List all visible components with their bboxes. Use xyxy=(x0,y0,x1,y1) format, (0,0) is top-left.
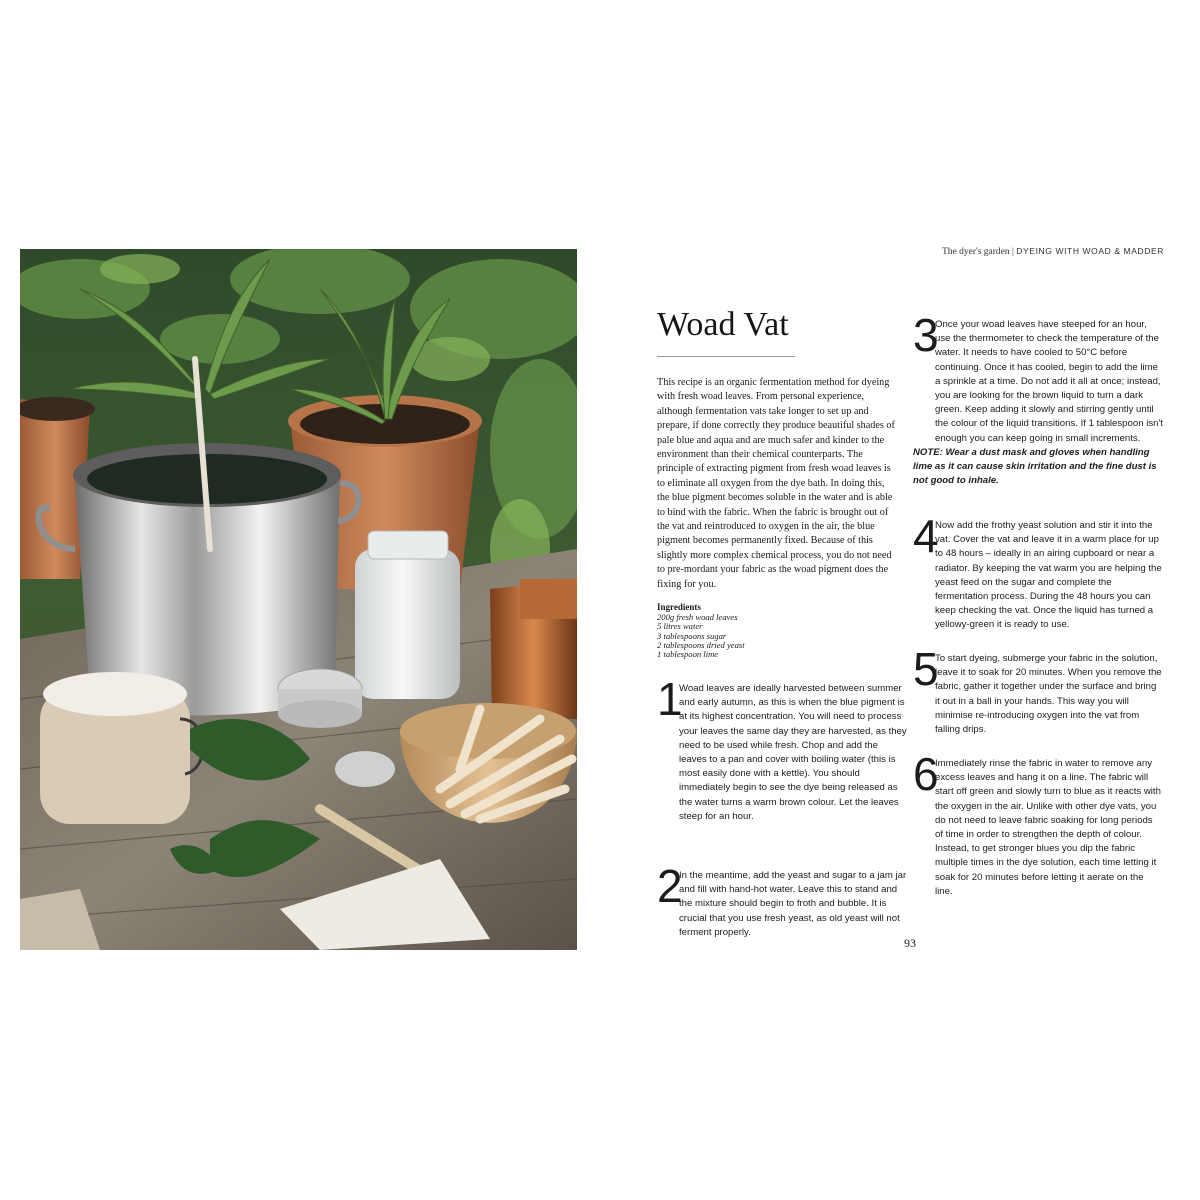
ingredients-list xyxy=(657,602,897,659)
page-number: 93 xyxy=(904,936,916,950)
step-text: Once your woad leaves have steeped for an hour, use the thermometer to check the temperature of the water. It needs to have cooled to 50°C before continuing. Once it has cooled, begin to add the lime a sprinkle at a time. Do not add it all at once; instead, you are looking for the brown liquid to turn a dark green. Keep adding it slowly and stirring gently until the colour of the liquid transitions. If 1 tablespoon isn't enough you can keep going in small increments. xyxy=(935,319,1163,444)
ingredient-item: 200g fresh woad leaves xyxy=(657,612,738,622)
step-2 xyxy=(657,860,907,940)
title-divider xyxy=(657,356,795,357)
ingredient-item: 5 litres water xyxy=(657,621,703,632)
intro-paragraph: This recipe is an organic fermentation method for dyeing with fresh woad leaves. From personal experience, although fermentation vats take longer to set up and prepare, if done correctly they produce beautiful shades of pale blue and aqua and are much safer and kinder to the environment than their chemical counterparts. The principle of extracting pigment from fresh woad leaves is to eliminate all oxygen from the dye bath. In doing this, the blue pigment becomes soluble in the water and is able to bind with the fabric. When the fabric is brought out of the vat and reintroduced to oxygen in the air, the blue pigment becomes permanently fixed. Because of this slightly more complex chemical process, you do not need to pre-mordant your fabric as the woad pigment does the fixing for you. xyxy=(657,377,895,590)
step-number: 2 xyxy=(657,860,683,912)
running-head-separator: | xyxy=(1012,247,1014,257)
running-head xyxy=(900,246,1164,257)
step-6 xyxy=(913,748,1163,899)
ingredients-items xyxy=(657,613,897,659)
ingredient-item: 2 tablespoons dried yeast xyxy=(657,639,745,650)
step-4 xyxy=(913,510,1163,633)
step-text: Now add the frothy yeast solution and stir it into the vat. Cover the vat and leave it in a warm place for up to 48 hours – ideally in an airing cupboard or near a radiator. By keeping the vat warm you are helping the yeast feed on the sugar and complete the fermentation process. During the 48 hours you can keep checking the vat. Once the liquid has turned a yellowy-green it is ready to use. xyxy=(935,520,1162,631)
step-text: Woad leaves are ideally harvested between summer and early autumn, as this is when the blue pigment is at its highest concentration. You will need to process your leaves the same day they are harvested, as they need to be used while fresh. Chop and add the leaves to a pan and cover with boiling water (this is most easily done with a kettle). You should immediately begin to see the dye being released as the water turns a warm brown colour. Let the leaves steep for an hour. xyxy=(679,683,907,822)
step-1 xyxy=(657,673,907,824)
step-number: 5 xyxy=(913,643,939,695)
page-title: Woad Vat xyxy=(657,306,789,343)
running-head-chapter: DYEING WITH WOAD & MADDER xyxy=(1016,246,1164,256)
step-text: To start dyeing, submerge your fabric in the solution, leave it to soak for 20 minutes. When you remove the fabric, gather it together under the surface and bring it out in a ball in your hands. This way you will minimise re-introducing oxygen into the vat from falling drips. xyxy=(935,653,1162,736)
step-number: 6 xyxy=(913,748,939,800)
ingredient-item: 3 tablespoons sugar xyxy=(657,630,727,641)
woad-vat-photograph xyxy=(20,249,577,950)
step-5 xyxy=(913,643,1163,737)
ingredient-item: 1 tablespoon lime xyxy=(657,649,719,660)
step-number: 3 xyxy=(913,309,939,361)
step-number: 4 xyxy=(913,510,939,562)
step-note: NOTE: Wear a dust mask and gloves when handling lime as it can cause skin irritation and the fine dust is not good to inhale. xyxy=(913,446,1157,487)
step-text: In the meantime, add the yeast and sugar to a jam jar and fill with hand-hot water. Leave this to stand and the mixture should begin to froth and bubble. It is crucial that you use fresh yeast, as old yeast will not ferment properly. xyxy=(679,870,907,938)
step-text: Immediately rinse the fabric in water to remove any excess leaves and hang it on a line. The fabric will start off green and slowly turn to blue as it reacts with the oxygen in the air. Unlike with other dye vats, you do not need to leave fabric soaking for long periods of time in order to strengthen the depth of colour. Instead, to get stronger blues you dip the fabric multiple times in the dye solution, each time letting it soak for 20 minutes before letting it aerate on the line. xyxy=(935,758,1161,897)
ingredients-heading: Ingredients xyxy=(657,602,701,612)
running-head-section: The dyer's garden xyxy=(941,247,1010,257)
step-number: 1 xyxy=(657,673,683,725)
step-3 xyxy=(913,309,1163,488)
